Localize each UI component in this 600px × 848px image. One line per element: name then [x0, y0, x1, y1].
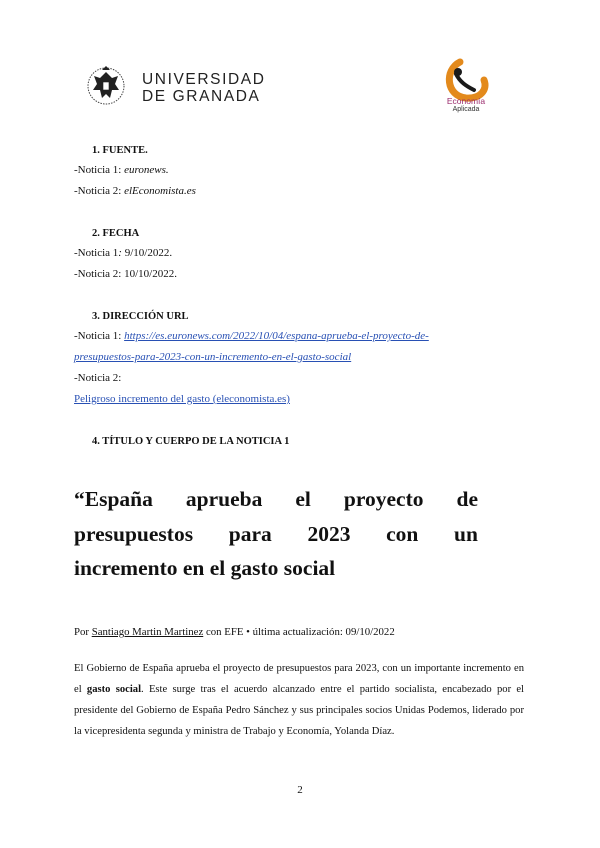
- url-noticia-1: -Noticia 1: https://es.euronews.com/2022/10/04/espana-aprueba-el-proyecto-de-: [74, 330, 429, 342]
- url-noticia-2: [74, 393, 290, 406]
- section-heading-fuente: 1. FUENTE.: [92, 145, 148, 156]
- url-noticia-2-link[interactable]: Peligroso incremento del gasto (eleconomista.es): [74, 393, 290, 405]
- university-crest-logo: [86, 64, 126, 110]
- title-line-3: incremento en el gasto social: [74, 556, 336, 580]
- section-heading-fecha: 2. FECHA: [92, 228, 140, 239]
- byline: Por Santiago Martin Martinez con EFE • última actualización: 09/10/2022: [74, 626, 395, 638]
- article-title: [74, 482, 478, 586]
- url-noticia-1-link-cont[interactable]: presupuestos-para-2023-con-un-incremento-en-el-gasto-social: [74, 351, 352, 363]
- fuente-noticia-1: -Noticia 1: euronews.: [74, 164, 169, 176]
- article-body-paragraph: El Gobierno de España aprueba el proyecto de presupuestos para 2023, con un importante incremento en el gasto social. Este surge tras el acuerdo alcanzado entre el partido socialista, encabezado por el presidente del Gobierno de España Pedro Sánchez y sus principales socios Unidas Podemos, liderado por la vicepresidenta segunda y ministra de Trabajo y Economía, Yolanda Díaz.: [74, 663, 525, 737]
- fecha-noticia-1: -Noticia 1: 9/10/2022.: [74, 247, 173, 259]
- fecha-noticia-2: -Noticia 2: 10/10/2022.: [74, 268, 177, 280]
- url-noticia-2-label: -Noticia 2:: [74, 372, 122, 384]
- title-line-1: “España aprueba el proyecto de: [74, 487, 478, 511]
- section-heading-cuerpo: 4. TÍTULO Y CUERPO DE LA NOTICIA 1: [92, 436, 290, 447]
- section-heading-url: 3. DIRECCIÓN URL: [92, 311, 189, 322]
- dept-logo-text: Economía: [446, 96, 486, 106]
- byline-author-link[interactable]: Santiago Martin Martinez: [91, 626, 204, 638]
- page-number: 2: [297, 784, 303, 796]
- fuente-noticia-2: -Noticia 2: elEconomista.es: [74, 185, 196, 197]
- url-noticia-1-link[interactable]: https://es.euronews.com/2022/10/04/espana-aprueba-el-proyecto-de-: [124, 330, 429, 342]
- url-noticia-1-cont: [74, 351, 351, 364]
- title-line-2: presupuestos para 2023 con un: [74, 521, 478, 546]
- dept-logo-subtext: Aplicada: [452, 106, 480, 113]
- bold-term: gasto social: [86, 684, 142, 695]
- university-name: UNIVERSIDAD DE GRANADA: [142, 71, 266, 105]
